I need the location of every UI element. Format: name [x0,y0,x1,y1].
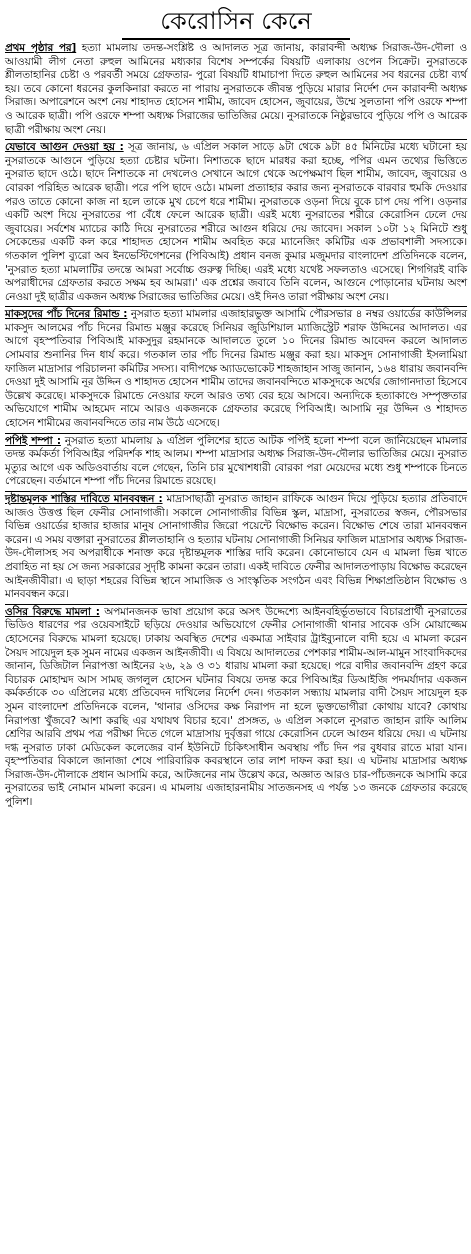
paragraph-text: সূত্র জানায়, ৬ এপ্রিল সকাল সাড়ে ৯টা থেকে ৯টা ৪৫ মিনিটের মধ্যে ঘটানো হয় নুসরাতকে আগুনে পুড়িয়ে হত্যা চেষ্টার ঘটনা। নিশাতকে ছাদে মারধর করা হচ্ছে, পপির এমন তথ্যের ভিত্তিতে নুসরাত ছাদে ওঠে। ছাদে নিশাতকে না দেখলেও সেখানে আগে থেকে অপেক্ষমাণ ছিল শামীম, জাবেদ, জুবায়ের ও বোরকা পরিহিত আরেক ছাত্রী। পরে পপি ছাদে ওঠে। মামলা প্রত্যাহার করার জন্য নুসরাতকে বারবার হুমকি দেওয়ার পরও তাতে কোনো কাজ না হলে তাকে মুখ চেপে ধরে শামীম। নুসরাতকে ওড়না দিয়ে বুকে চাপ দেয় পপি। ওড়নার একটি অংশ দিয়ে নুসরাতের পা বেঁধে ফেলে আরেক ছাত্রী। এরই মধ্যে নুসরাতের শরীরে কেরোসিন ঢেলে দেয় জুবায়ের। সর্বশেষ ম্যাচের কাঠি দিয়ে নুসরাতের শরীরে আগুন ধরিয়ে দেয় জাবেদ। সকাল ১০টা ১২ মিনিটে শুধু সেকেন্ডের একটি কল করে শাহাদত হোসেন শামীম অবহিত করে ম্যানেজিং কমিটির এক প্রভাবশালী সদস্যকে। গতকাল পুলিশ ব্যুরো অব ইনভেস্টিগেশনের (পিবিআই) প্রধান বনজ কুমার মজুমদার বাংলাদেশ প্রতিদিনকে বলেন, 'নুসরাত হত্যা মামলাটির তদন্তে আমরা সর্বোচ্চ গুরুত্ব দিচ্ছি। এরই মধ্যে যথেষ্ট সফলতাও এসেছে। শিগগিরই বাকি অপরাধীদের গ্রেফতার করতে সক্ষম হব আমরা।' এক প্রশ্নের জবাবে তিনি বলেন, আগুনে পোড়ানোর ঘটনায় অংশ নেওয়া দুই ছাত্রীর একজন অধ্যক্ষ সিরাজের ভাতিজির মেয়ে। ওই দিনও তারা পরীক্ষায় অংশ নেয়। [5,141,467,303]
paragraph-subhead: পপিই শম্পা : [5,434,61,447]
article-body [5,42,467,812]
paragraph-subhead: মাকসুদের পাঁচ দিনের রিমান্ড : [5,308,128,321]
headline: কেরোসিন কেনে [122,4,350,40]
paragraph-text: অপমানজনক ভাষা প্রয়োগ করে অসৎ উদ্দেশ্যে আইনবহির্ভূতভাবে বিচারপ্রার্থী নুসরাতের ভিডিও ধারণের পর ওয়েবসাইটে ছড়িয়ে দেওয়ার অভিযোগে ফেনীর সোনাগাজী থানার সাবেক ওসি মোয়াজ্জেম হোসেনের বিরুদ্ধে মামলা হয়েছে। ঢাকায় অবস্থিত দেশের একমাত্র সাইবার ট্রাইব্যুনালে বাদী হয়ে এ মামলা করেন সৈয়দ সায়েদুল হক সুমন নামের একজন আইনজীবী। এ বিষয়ে আদালতের পেশকার শামীম-আল-মামুন সাংবাদিকদের জানান, ডিজিটাল নিরাপত্তা আইনের ২৬, ২৯ ও ৩১ ধারায় মামলা করা হয়েছে। পরে বাদীর জবানবন্দি গ্রহণ করে বিচারক মোহাম্মদ আস সামছ জগলুল হোসেন ঘটনার বিষয়ে তদন্ত করে পিবিআইর ডিআইজি পদমর্যাদার একজন কর্মকর্তাকে ৩০ এপ্রিলের মধ্যে প্রতিবেদন দাখিলের নির্দেশ দেন। গতকাল সন্ধ্যায় মামলার বাদী সৈয়দ সায়েদুল হক সুমন বাংলাদেশ প্রতিদিনকে বলেন, 'থানার ওসিদের কক্ষ নিরাপদ না হলে ভুক্তভোগীরা কোথায় যাবে? কোথায় নিরাপত্তা খুঁজবে? আশা করছি এর যথাযথ বিচার হবে।' প্রসঙ্গত, ৬ এপ্রিল সকালে নুসরাত জাহান রাফি আলিম শ্রেণির আরবি প্রথম পত্র পরীক্ষা দিতে গেলে মাদ্রাসায় দুর্বৃত্তরা গায়ে কেরোসিন ঢেলে আগুন ধরিয়ে দেয়। এ ঘটনায় দগ্ধ নুসরাত ঢাকা মেডিকেল কলেজের বার্ন ইউনিটে চিকিৎসাধীন অবস্থায় পাঁচ দিন পর বুধবার রাতে মারা যান। বৃহস্পতিবার বিকালে জানাজা শেষে পারিবারিক কবরস্থানে তার লাশ দাফন করা হয়। এ ঘটনায় মাদ্রাসার অধ্যক্ষ সিরাজ-উদ-দৌলাকে প্রধান আসামি করে, আটজনের নাম উল্লেখ করে, অজ্ঞাত আরও চার-পাঁচজনকে আসামি করে নুসরাতের ভাই নোমান মামলা করেন। এ মামলায় এজাহারনামীয় সাতজনসহ এ পর্যন্ত ১৩ জনকে গ্রেফতার করেছে পুলিশ। [5,605,467,809]
headline-area [5,4,467,40]
article-paragraph [5,141,467,307]
paragraph-text: মাদ্রাসাছাত্রী নুসরাত জাহান রাফিকে আগুন দিয়ে পুড়িয়ে হত্যার প্রতিবাদে আজও উত্তপ্ত ছিল ফেনীর সোনাগাজী। সকালে সোনাগাজীর বিভিন্ন স্কুল, মাদ্রাসা, নুসরাতের স্বজন, পৌরসভার বিভিন্ন ওয়ার্ডের হাজার হাজার মানুষ সোনাগাজীর জিরো পয়েন্টে বিক্ষোভ করেন। বিক্ষোভ শেষে তারা মানববন্ধন করেন। এ সময় বক্তারা নুসরাতের শ্লীলতাহানি ও হত্যার ঘটনায় সোনাগাজী সিনিয়র ফাজিল মাদ্রাসার অধ্যক্ষ সিরাজ-উদ-দৌলাসহ সব অপরাধীকে শনাক্ত করে দৃষ্টান্তমূলক শাস্তির দাবি করেন। কোনোভাবে যেন এ মামলা ভিন্ন খাতে প্রবাহিত না হয় সে জন্য সরকারের সুদৃষ্টি কামনা করেন তারা। একই দাবিতে ফেনীর আদালতপাড়ায় বিক্ষোভ করেছেন আইনজীবীরা। এ ছাড়া শহরের বিভিন্ন স্থানে সামাজিক ও সাংস্কৃতিক সংগঠন এবং বিভিন্ন শিক্ষাপ্রতিষ্ঠান বিক্ষোভ ও মানববন্ধন করে। [5,493,467,601]
article-paragraph [5,606,467,812]
paragraph-subhead: দৃষ্টান্তমূলক শাস্তির দাবিতে মানববন্ধন : [5,493,163,505]
paragraph-subhead: ওসির বিরুদ্ধে মামলা : [5,605,100,618]
paragraph-text: নুসরাত হত্যা মামলায় ৯ এপ্রিল পুলিশের হাতে আটক পপিই হলো শম্পা বলে জানিয়েছেন মামলার তদন্ত কর্মকর্তা পিবিআইর পরিদর্শক শাহ আলম। শম্পা মাদ্রাসার অধ্যক্ষ সিরাজ-উদ-দৌলার ভাতিজির মেয়ে। নুসরাত মৃত্যুর আগে এক অডিওবার্তায় বলে গেছেন, তিনি চার মুখোশধারী বোরকা পরা মেয়েদের মধ্যে শুধু শম্পাকে চিনতে পেরেছেন। বর্তমানে শম্পা পাঁচ দিনের রিমান্ডে রয়েছে। [5,434,467,488]
paragraph-text: নুসরাত হত্যা মামলার এজাহারভুক্ত আসামি পৌরসভার ৪ নম্বর ওয়ার্ডের কাউন্সিলর মাকসুদ আলমের পাঁচ দিনের রিমান্ড মঞ্জুর করেছে সিনিয়র জুডিশিয়াল ম্যাজিস্ট্রেট শরাফ উদ্দিনের আদালত। এর আগে বৃহস্পতিবার পিবিআই মাকসুদুর রহমানকে আদালতে তুলে ১০ দিনের রিমান্ড আবেদন করলে আদালত সোমবার শুনানির দিন ধার্য করে। গতকাল তার পাঁচ দিনের রিমান্ড মঞ্জুর করা হয়। মাকসুদ সোনাগাজী ইসলামিয়া ফাজিল মাদ্রাসার পরিচালনা কমিটির সদস্য। বাদীপক্ষে অ্যাডভোকেট শাহজাহান সাজু জানান, ১৬৪ ধারায় জবানবন্দি দেওয়া দুই আসামি নূর উদ্দিন ও শাহাদত হোসেন শামীম তাদের জবানবন্দিতে মাকসুদকে অর্থের জোগানদাতা হিসেবে উল্লেখ করেছে। মাকসুদকে রিমান্ডে নেওয়ার ফলে আরও তথ্য বের হয়ে আসবে। অন্যদিকে হত্যাকাণ্ডে সম্পৃক্ততার অভিযোগে শামীম আহমেদ নামে আরও একজনকে গ্রেফতার করেছে পিবিআই। আসামি নূর উদ্দিন ও শাহাদত হোসেন শামীমের জবানবন্দিতে তার নাম উঠে এসেছে। [5,308,468,430]
article-paragraph [5,435,467,492]
paragraph-subhead: যেভাবে আগুন দেওয়া হয় : [5,141,124,154]
article-paragraph [5,493,467,605]
paragraph-subhead: প্রথম পৃষ্ঠার পর] [5,42,77,54]
paragraph-text: হত্যা মামলায় তদন্ত-সংশ্লিষ্ট ও আদালত সূত্র জানায়, কারাবন্দী অধ্যক্ষ সিরাজ-উদ-দৌলা ও আওয়ামী লীগ নেতা রুহুল আমিনের মধ্যকার বিশেষ সম্পর্কের বিষয়টি এলাকায় ওপেন সিক্রেট। নুসরাতকে শ্লীলতাহানির চেষ্টা ও পরবর্তী সময়ে গ্রেফতার- পুরো বিষয়টি ধামাচাপা দিতে রুহুল আমিনের সব ধরনের চেষ্টা ব্যর্থ হয়। তবে কোনো ধরনের কুলকিনারা করতে না পারায় নুসরাতকে জীবন্ত পুড়িয়ে মারার নির্দেশ দেন কারাবন্দী অধ্যক্ষ সিরাজ। অপারেশনে অংশ নেয় শাহাদত হোসেন শামীম, জাবেদ হোসেন, জুবায়ের, উম্মে সুলতানা পপি ওরফে শম্পা ও আরেক ছাত্রী। পপি ওরফে শম্পা অধ্যক্ষ সিরাজের ভাতিজির মেয়ে। নুসরাতকে নিষ্ঠুরভাবে পুড়িয়ে পপি ও আরেক ছাত্রী পরীক্ষায় অংশ নেয়। [5,42,468,136]
article-paragraph [5,42,467,140]
article-paragraph [5,308,467,433]
